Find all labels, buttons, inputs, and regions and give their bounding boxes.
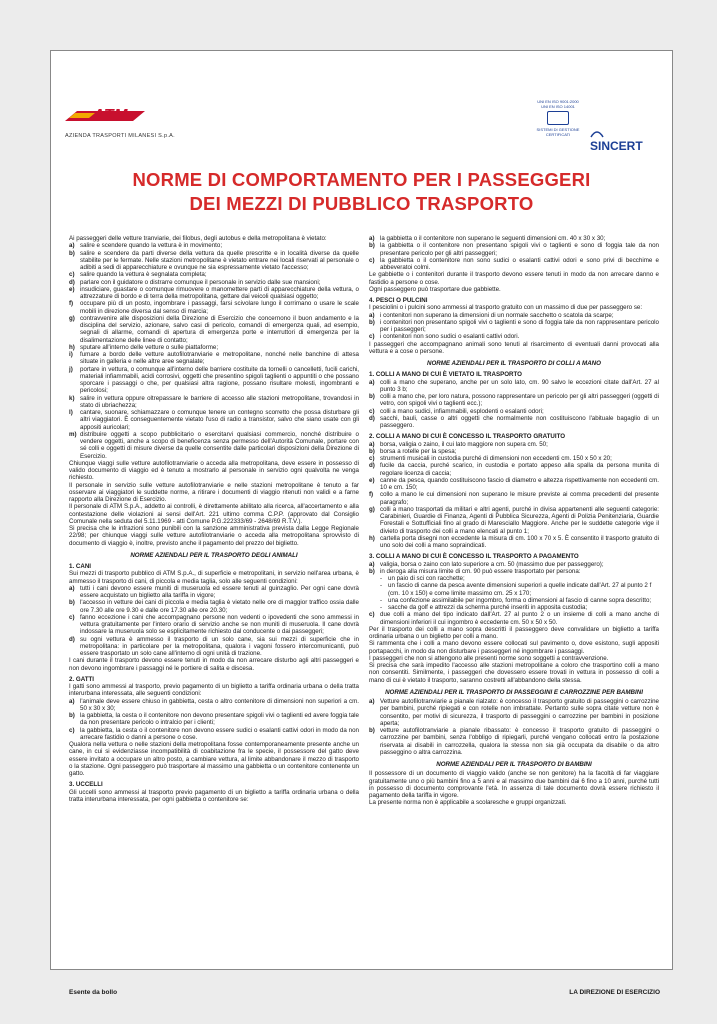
certification-badge-icon: [547, 111, 569, 125]
notice-sheet: [50, 50, 673, 996]
item-key: d): [69, 635, 75, 643]
item-key: g): [369, 505, 375, 513]
paid-luggage-notes: [369, 626, 659, 684]
item-key: a): [69, 697, 75, 705]
forbidden-luggage-item: [369, 379, 659, 394]
item-text: sacchi, bauli, casse o altri oggetti che normalmente non costituiscono l'abituale bagaglio di un passeggero.: [380, 414, 659, 429]
general-rule: [69, 344, 359, 351]
item-text: salire e scendere da parti diverse della vettura da quelle prescritte e in località diverse da quelle stabilite per le fermate. Nelle stazioni metropolitane è vietato entrare nei locali riservati al personale o adibiti a sedi di apparecchiature e ovunque ne sia espressamente vietato l'accesso;: [80, 249, 359, 271]
forbidden-luggage-item: [369, 415, 659, 430]
item-text: fumare a bordo delle vetture autofilotranviarie e metropolitane, nonché nelle banchine di attesa situate in galleria e nelle altre aree segnalate;: [80, 351, 359, 366]
item-key: a): [369, 560, 375, 568]
stamp-exempt-note: Esente da bollo: [69, 989, 118, 996]
item-text: salire quando la vettura è segnalata completa;: [80, 271, 207, 279]
item-key: k): [69, 394, 75, 402]
iso-certification: [532, 99, 584, 159]
item-key: b): [369, 318, 375, 326]
fish-note: I passeggeri che accompagnano animali sono tenuti al risarcimento di eventuali danni provocati alla vettura e a cose o persone.: [369, 340, 659, 355]
item-key: d): [369, 414, 375, 422]
dogs-rule: [69, 585, 359, 600]
animals-heading: NORME AZIENDALI PER IL TRASPORTO DEGLI ANIMALI: [130, 551, 298, 559]
item-key: c): [369, 407, 375, 415]
fish-intro: I pesciolini o i pulcini sono ammessi al trasporto gratuito con un massimo di due per passeggero se:: [369, 304, 643, 312]
item-key: a): [369, 311, 375, 319]
cats-intro: I gatti sono ammessi al trasporto, previo pagamento di un biglietto a tariffa ordinaria urbana o della tratta interurbana interessata, alle seguenti condizioni:: [69, 683, 359, 698]
item-text: colli a mano che superano, anche per un solo lato, cm. 90 salvo le eccezioni citate dall'Art. 27 al punto 3 b;: [380, 378, 659, 393]
dogs-rules-list: [69, 585, 359, 658]
item-key: c): [369, 455, 375, 462]
free-luggage-item: [369, 506, 659, 535]
atm-logo-text: ATM: [93, 107, 128, 124]
general-rule: [69, 409, 359, 431]
atm-logo: [65, 107, 185, 151]
item-key: l): [69, 409, 73, 416]
paid-luggage-heading: 3. COLLI A MANO DI CUI È CONCESSO IL TRASPORTO A PAGAMENTO: [369, 553, 579, 561]
fish-rule: [369, 319, 659, 334]
item-key: b): [369, 567, 375, 575]
birds-rule: [369, 257, 659, 272]
item-key: c): [69, 726, 75, 734]
general-paragraph: Il personale di ATM S.p.A., addetto ai controlli, è direttamente abilitato alla ricerca, all'accertamento e alla contestazione delle violazioni ai sensi dell'Art. 221 ultimo comma C.P.P. (approvato dal Consiglio Comunale nella seduta del 5.11.1969 - atti Comune P.G.222333/69 - 2648/69 R.T.V.).: [69, 503, 359, 525]
forbidden-luggage-item: [369, 393, 659, 408]
paid-luggage-note: I passeggeri che non si attengono alle presenti norme sono soggetti a contravvenzione.: [369, 654, 609, 662]
paid-luggage-subitem: [369, 575, 659, 582]
item-text: in deroga alla misura limite di cm. 90 può essere trasportato per persona:: [380, 567, 581, 575]
item-key: i): [69, 351, 73, 358]
item-key: b): [369, 242, 375, 250]
item-key: c): [69, 613, 75, 621]
cert-line: SISTEMI DI GESTIONE: [536, 127, 580, 132]
left-column: [69, 235, 359, 803]
item-key: h): [69, 343, 75, 351]
strollers-rules-list: [369, 698, 659, 756]
cats-heading: 2. GATTI: [69, 675, 94, 683]
general-rule: [69, 315, 359, 344]
paid-luggage-subitem: [369, 597, 659, 604]
strollers-heading: NORME AZIENDALI PER IL TRASPORTO DI PASSEGGINI E CARROZZINE PER BAMBINI: [385, 688, 643, 696]
item-key: c): [369, 333, 375, 341]
item-text: colli a mano trasportati da militari e altri agenti, purché in divisa appartenenti alle seguenti categorie: Carabinieri, Guardie di Finanza, Agenti di Pubblica Sicurezza, Agenti di Polizia Penitenziaria, Guardie Forestali e Sottufficiali fino al grado di Maresciallo Maggiore. Anche per le suddette categorie vige il divieto di trasporto dei colli a mano elencati al punto 1;: [380, 505, 659, 535]
birds-note: Ogni passeggero può trasportare due gabbiette.: [369, 285, 501, 293]
cats-note: Qualora nella vettura o nelle stazioni della metropolitana fosse contemporaneamente presente anche un cane, in cui si evidenziasse incompatibilità di coabitazione fra le specie, il possessore del gatto deve essere invitato a occupare un altro posto, a cambiare vettura, al limite abbandonare il mezzo di trasporto o la stazione. Ogni passeggero può trasportare al massimo una gabbietta o un contenitore contenente un gatto.: [69, 741, 359, 777]
item-text: sputare all'interno delle vetture o sulle piattaforme;: [80, 343, 219, 351]
free-luggage-item: [369, 462, 659, 477]
fish-rules-list: [369, 312, 659, 341]
item-text: l'accesso in vetture dei cani di piccola e media taglia è vietato nelle ore di maggior traffico ossia dalle ore 7.30 alle ore 9.30 e dalle ore 17.30 alle ore 20.30;: [80, 599, 359, 614]
item-key: c): [369, 256, 375, 264]
item-key: f): [69, 300, 74, 308]
item-text: vetture autofilotranviarie a pianale ribassato: è concesso il trasporto gratuito di passeggini o carrozzine per bambini, senza l'obbligo di ripiegarli, purché vengano collocati entro la postazione riservata ai disabili in carrozzella, qualora la stessa non sia già occupata da disabile o da altro passeggino o altra carrozzina.: [380, 727, 659, 756]
item-text: cartella porta disegni non eccedente la misura di cm. 100 x 70 x 5. È consentito il trasporto gratuito di uno solo dei colli a mano sopraindicati.: [380, 534, 659, 549]
birds-heading: 3. UCCELLI: [69, 781, 103, 789]
luggage-heading: NORME AZIENDALI PER IL TRASPORTO DI COLLI A MANO: [427, 360, 601, 367]
general-rule: [69, 395, 359, 410]
free-luggage-item: [369, 535, 659, 550]
general-rule: [69, 271, 359, 278]
item-key: b): [69, 249, 75, 257]
children-paragraph: La presente norma non è applicabile a scolaresche e gruppi organizzati.: [369, 799, 567, 807]
item-text: parlare con il guidatore o distrarre comunque il personale in servizio dalle sue mansioni;: [80, 278, 321, 286]
paid-luggage-item: [369, 561, 659, 568]
general-rule: [69, 250, 359, 272]
item-text: su ogni vettura è ammesso il trasporto di un solo cane, sia sui mezzi di superficie che in metropolitana: in particolare per la metropolitana, qualora i vagoni fossero intercomunicanti, può essere trasportato un solo cane all'interno di ogni unità di trazione.: [80, 635, 359, 657]
paid-luggage-note: Si rammenta che i colli a mano devono essere collocati sul pavimento o, dove esistono, sugli appositi portapacchi, in modo da non disturbare i passeggeri né ingombrare i passaggi.: [369, 640, 659, 655]
forbidden-luggage-list: [369, 379, 659, 430]
strollers-rule: [369, 727, 659, 756]
item-key: a): [69, 242, 75, 250]
item-text: sacche da golf e attrezzi da scherma purché inseriti in apposita custodia;: [388, 604, 588, 611]
fish-rule: [369, 312, 659, 319]
item-text: un paio di sci con racchette;: [388, 575, 465, 582]
children-paragraphs: [369, 770, 659, 806]
general-rule: [69, 286, 359, 301]
free-luggage-list: [369, 441, 659, 550]
item-text: i contenitori non presentano spigoli vivi o taglienti e sono di foggia tale da non rappresentare pericolo per i passeggeri;: [380, 318, 659, 333]
dogs-heading: 1. CANI: [69, 563, 92, 570]
item-key: f): [369, 491, 374, 499]
item-text: i contenitori non sono sudici o esalanti cattivi odori.: [380, 333, 520, 341]
general-rule: [69, 366, 359, 395]
cats-rules-list: [69, 698, 359, 742]
general-paragraph: Il personale in servizio sulle vetture autofilotranviarie e nelle stazioni metropolitane è tenuto a far osservare ai viaggiatori le suddette norme, a ritirare i documenti di viaggio ritenuti non validi e a farne rapporto alla Direzione di Esercizio.: [69, 481, 359, 503]
paid-luggage-subitem: [369, 582, 659, 597]
paid-luggage-item: [369, 568, 659, 575]
item-text: la gabbietta o il contenitore non presentano spigoli vivi o taglienti e sono di foggia tale da non presentare pericolo per gli altri passeggeri;: [380, 242, 659, 257]
cats-rule: [69, 698, 359, 713]
item-text: borsa, valigia o zaino, il cui lato maggiore non supera cm. 50;: [380, 440, 548, 448]
free-luggage-item: [369, 477, 659, 492]
general-paragraph: Si precisa che le infrazioni sono punibili con la sanzione amministrativa prevista dalla Legge Regionale 22/98; per chiunque viaggi sulle vetture autofilotranviarie o acceda alla metropolitana sprovvisto di documento di viaggio è, inoltre, previsto anche il pagamento del prezzo del biglietto.: [69, 525, 359, 547]
general-paragraphs: [69, 460, 359, 547]
item-key: b): [369, 727, 375, 734]
signature-direzione: LA DIREZIONE DI ESERCIZIO: [569, 989, 660, 996]
dash-bullet: -: [380, 596, 383, 604]
free-luggage-item: [369, 455, 659, 462]
general-rule: [69, 351, 359, 366]
birds-note: Le gabbiette o i contenitori durante il trasporto devono essere tenuti in modo da non arrecare danno e fastidio a persone o cose.: [369, 271, 659, 286]
item-key: m): [69, 430, 77, 438]
item-text: due colli a mano del tipo indicato dall'Art. 27 al punto 2 o un insieme di colli a mano anche di dimensioni inferiori il cui ingombro è eccedente cm. 50 x 50 x 50.: [380, 611, 659, 626]
item-text: fucile da caccia, purché scarico, in custodia e portato appeso alla spalla da persona munita di regolare licenza di caccia;: [380, 462, 659, 477]
item-text: portare in vettura, o comunque all'interno delle barriere costituite da tornelli o cancelletti, fucili carichi, materiali infiammabili, acidi corrosivi, oggetti che presentino spigoli taglienti o appuntiti o che possano sporcare i passaggi o che, per qualsiasi altra ragione, possano risultare molesti, ingombranti e pericolosi;: [80, 365, 359, 395]
item-key: a): [69, 584, 75, 592]
item-key: g): [69, 314, 75, 322]
item-key: a): [369, 235, 375, 242]
free-luggage-item: [369, 491, 659, 506]
fish-rule: [369, 333, 659, 340]
item-text: cantare, suonare, schiamazzare o comunque tenere un contegno scorretto che possa disturbare gli altri viaggiatori. È conseguentemente vietato l'uso di radio a transistor, salvo che siano usate con gli appositi auricolari;: [80, 409, 359, 431]
item-text: borsa a rotelle per la spesa;: [380, 447, 457, 455]
item-key: j): [69, 365, 73, 373]
right-column: [369, 235, 659, 807]
item-text: un fascio di canne da pesca avente dimensioni superiori a quelle indicate dall'Art. 27 al punto 2 f (cm. 10 x 150) e come limite massimo cm. 25 x 170;: [388, 582, 652, 597]
item-key: e): [69, 285, 75, 293]
children-heading: NORME AZIENDALI PER IL TRASPORTO DI BAMBINI: [436, 761, 592, 768]
item-key: d): [69, 278, 75, 286]
page-title-line1: NORME DI COMPORTAMENTO PER I PASSEGGERI: [132, 169, 591, 190]
forbidden-luggage-item: [369, 408, 659, 415]
item-text: una confezione assimilabile per ingombro, forma o dimensioni al fascio di canne sopra descritto;: [388, 596, 652, 604]
birds-intro: Gli uccelli sono ammessi al trasporto previo pagamento di un biglietto a tariffa ordinaria urbana o della tratta interurbana interessata, per ogni gabbietta o contenitore se:: [69, 788, 359, 803]
item-key: a): [369, 378, 375, 386]
item-text: la gabbietta, la cesta o il contenitore non devono presentare spigoli vivi o taglienti ed avere foggia tale da non presentare pericolo o intralcio per i clienti;: [80, 712, 359, 727]
paid-luggage-note: Si precisa che sarà impedito l'accesso alle stazioni metropolitane a coloro che trasportino colli a mano non consentiti. Similmente, i passeggeri che dovessero essere trovati in vettura in possesso di colli a mano di cui è vietato il trasporto, saranno costretti all'abbandono della stessa.: [369, 662, 659, 684]
general-rule: [69, 300, 359, 315]
item-text: la gabbietta o il contenitore non superano le seguenti dimensioni cm. 40 x 30 x 30;: [380, 235, 606, 242]
item-text: collo a mano le cui dimensioni non superano le misure previste ai comma precedenti del presente paragrafo;: [380, 491, 659, 506]
item-text: insudiciare, guastare o comunque rimuovere o manomettere parti di apparecchiature della vettura, o attrezzature di bordo e di terra della metropolitana, gettare dai veicoli qualsiasi oggetto;: [80, 285, 359, 300]
item-key: b): [369, 447, 375, 455]
item-text: la gabbietta o il contenitore non sono sudici o esalanti cattivi odori e sono privi di becchime e abbeveratoi colmi.: [380, 256, 659, 271]
item-key: d): [369, 462, 375, 470]
dogs-intro: Sui mezzi di trasporto pubblico di ATM S.p.A., di superficie e metropolitani, in servizio nell'area urbana, è ammesso il trasporto di cani, di piccola e media taglia, solo alle seguenti condizioni:: [69, 570, 359, 585]
item-key: b): [69, 599, 75, 607]
item-text: colli a mano che, per loro natura, possono rappresentare un pericolo per gli altri passeggeri (oggetti di vetro, con spigoli vivi o taglienti ecc.);: [380, 393, 659, 408]
cert-line: UNI EN ISO 9001:2000: [537, 99, 579, 104]
sincert-mark-icon: [590, 129, 604, 139]
sincert-logo: SINCERT: [590, 139, 643, 153]
forbidden-luggage-heading: 1. COLLI A MANO DI CUI È VIETATO IL TRASPORTO: [369, 371, 522, 379]
item-key: a): [369, 698, 375, 705]
item-key: b): [369, 393, 375, 400]
paid-luggage-item: [369, 611, 659, 626]
cats-rule: [69, 712, 359, 727]
item-text: occupare più di un posto, ingombrare i passaggi, farsi scivolare lungo il corrimano o usare le scale mobili in direzione diversa dal senso di marcia;: [80, 300, 359, 315]
item-key: c): [369, 611, 375, 619]
birds-rule: [369, 235, 659, 242]
item-text: canne da pesca, quando costituiscono fascio di diametro e altezza rispettivamente non eccedenti cm. 10 e cm. 150;: [380, 476, 659, 491]
cats-rule: [69, 727, 359, 742]
general-paragraph: Chiunque viaggi sulle vetture autofilotranviarie o acceda alla metropolitana, deve essere in possesso di valido documento di viaggio ed è tenuto a mostrarlo al personale in servizio ogni qualvolta ne venga richiesto.: [69, 459, 359, 482]
page-title-line2: DEI MEZZI DI PUBBLICO TRASPORTO: [189, 193, 534, 214]
birds-rule: [369, 242, 659, 257]
free-luggage-item: [369, 441, 659, 448]
item-text: Vetture autofilotranviarie a pianale rialzato: è concesso il trasporto gratuito di passeggini o carrozzine per bambini, purché ripiegati e con rotelle non imbrattate. Pertanto sulle sopra citate vetture non è consentito, per motivi di sicurezza, il trasporto di passeggini o carrozzine per bambini in posizione aperta;: [380, 698, 659, 727]
item-key: h): [369, 534, 375, 542]
intro-text: Ai passeggeri delle vetture tranviarie, dei filobus, degli autobus e della metropolitana è vietato:: [69, 235, 327, 242]
item-text: salire in vettura oppure oltrepassare le barriere di accesso alle stazioni metropolitane, trovandosi in stato di ubriachezza;: [80, 394, 359, 409]
item-text: contravvenire alle disposizioni della Direzione di Esercizio che concernono il buon andamento e la disciplina del servizio, azionare, salvo casi di pericolo, comandi di emergenza quali, ad esempio, segnali di allarme, comandi di apertura di emergenza porte e interruttori di emergenza per la disalimentazione delle linee di contatto;: [80, 314, 359, 344]
general-rules-list: [69, 242, 359, 460]
item-key: a): [369, 440, 375, 448]
dogs-note: I cani durante il trasporto devono essere tenuti in modo da non arrecare disturbo agli altri passeggeri e non devono ingombrare i passaggi né le portiere di salita e discesa.: [69, 657, 359, 672]
item-text: valigia, borsa o zaino con lato superiore a cm. 50 (massimo due per passeggero);: [380, 560, 604, 568]
dash-bullet: -: [380, 575, 383, 582]
children-paragraph: Il possessore di un documento di viaggio valido (anche se non genitore) ha la facoltà di far viaggiare gratuitamente uno o più bambini fino a 5 anni e al massimo due bambini dai 6 fino a 10 anni, purché tutti in possesso di documento comprovante l'età. In assenza di tale documento dovrà essere richiesto il pagamento della tariffa in vigore.: [369, 770, 659, 799]
dash-bullet: -: [380, 582, 383, 590]
paid-luggage-subitem: [369, 604, 659, 611]
item-text: colli a mano sudici, infiammabili, esplodenti o esalanti odori;: [380, 407, 544, 415]
item-text: la gabbietta, la cesta o il contenitore non devono essere sudici o esalanti cattivi odori in modo da non arrecare fastidio o danni a persone o cose.: [80, 726, 359, 741]
strollers-rule: [369, 698, 659, 727]
dogs-rule: [69, 614, 359, 636]
free-luggage-item: [369, 448, 659, 455]
item-text: i contenitori non superano la dimensioni di un normale sacchetto o scatola da scarpe;: [380, 311, 614, 319]
item-key: c): [69, 271, 75, 279]
paid-luggage-sublist: [369, 575, 659, 611]
general-rule: [69, 279, 359, 286]
item-text: tutti i cani devono essere muniti di museruola ed essere tenuti al guinzaglio. Per ogni cane dovrà essere acquistato un biglietto alla tariffa in vigore;: [80, 584, 359, 599]
general-rule: [69, 431, 359, 460]
fish-heading: 4. PESCI O PULCINI: [369, 297, 428, 304]
birds-rules-list: [369, 235, 659, 271]
cert-line: UNI EN ISO 14001: [541, 104, 575, 109]
certification-block: [532, 99, 662, 159]
item-text: strumenti musicali in custodia purché di dimensioni non eccedenti cm. 150 x 50 x 20;: [380, 455, 612, 462]
paid-luggage-note: Per il trasporto dei colli a mano sopra descritti il passeggero deve convalidare un biglietto a tariffa ordinaria urbana o un biglietto per colli a mano.: [369, 625, 659, 640]
dash-bullet: -: [380, 604, 383, 611]
cert-line: CERTIFICATI: [545, 132, 571, 137]
dogs-rule: [69, 599, 359, 614]
item-key: e): [369, 476, 375, 484]
item-text: distribuire oggetti a scopo pubblicitario o esercitarvi qualsiasi commercio, nonché distribuire o vendere oggetti, anche a scopo di beneficenza senza permesso dell'Autorità Comunale, portare con sé colli e oggetti di misure diverse da quelle consentite dalle particolari disposizioni della Direzione di Esercizio.: [80, 430, 359, 460]
atm-logo-subtitle: AZIENDA TRASPORTI MILANESI S.p.A.: [65, 133, 175, 139]
item-key: b): [69, 712, 75, 719]
item-text: salire e scendere quando la vettura è in movimento;: [80, 242, 223, 250]
free-luggage-heading: 2. COLLI A MANO DI CUI È CONCESSO IL TRASPORTO GRATUITO: [369, 433, 566, 441]
item-text: fanno eccezione i cani che accompagnano persone non vedenti o ipovedenti che sono ammessi in vettura gratuitamente per l'intero orario di servizio anche se non muniti di museruola. Il cane dovrà indossare la museruola solo se esplicitamente richiesto dal conducente o dai passeggeri;: [80, 613, 359, 636]
dogs-rule: [69, 636, 359, 658]
item-text: l'animale deve essere chiuso in gabbietta, cesta o altro contenitore di dimensioni non superiori a cm. 50 x 30 x 30;: [80, 697, 359, 712]
birds-notes: [369, 271, 659, 293]
general-rule: [69, 242, 359, 249]
